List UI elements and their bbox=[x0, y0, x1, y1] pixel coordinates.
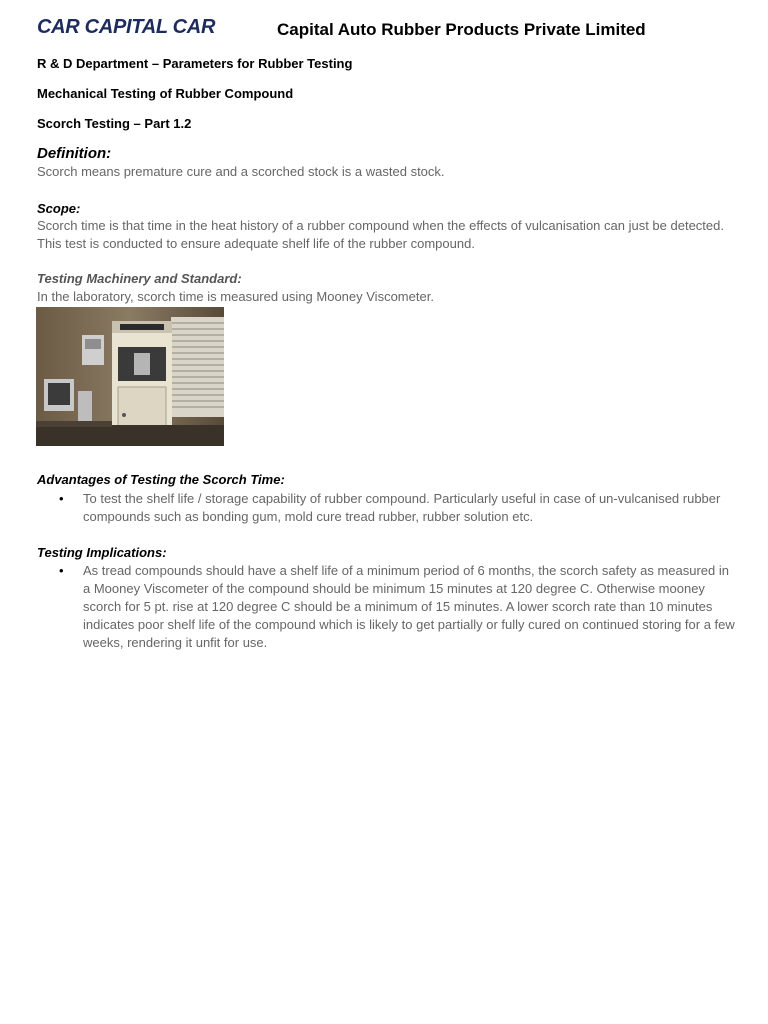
mooney-viscometer-photo bbox=[36, 307, 224, 446]
advantages-title: Advantages of Testing the Scorch Time: bbox=[37, 472, 285, 487]
company-name: Capital Auto Rubber Products Private Limited bbox=[277, 20, 646, 39]
bullet-icon: • bbox=[59, 491, 64, 506]
scope-text: Scorch time is that time in the heat history of a rubber compound when the effects of vulcanisation can just be detected. This test is conducted to ensure adequate shelf life of the rubber compound. bbox=[37, 218, 724, 251]
advantages-list bbox=[37, 490, 737, 526]
department-heading: R & D Department – Parameters for Rubber Testing bbox=[37, 56, 353, 71]
definition-title: Definition: bbox=[37, 145, 112, 162]
list-item: • To test the shelf life / storage capability of rubber compound. Particularly useful in case of un-vulcanised rubber compounds such as bonding gum, mold cure tread rubber, rubber solution etc. bbox=[59, 491, 721, 524]
machinery-text: In the laboratory, scorch time is measured using Mooney Viscometer. bbox=[37, 289, 434, 304]
list-item: • As tread compounds should have a shelf life of a minimum period of 6 months, the scorch safety as measured in a Mooney Viscometer of the compound should be minimum 15 minutes at 120 degree C. Otherwise mooney scorch for 5 pt. rise at 120 degree C should be a minimum of 15 minutes. A lower scorch rate than 10 minutes indicates poor shelf life of the compound which is likely to get partially or fully cured on continued storing for a few weeks, rendering it unfit for use. bbox=[59, 563, 735, 650]
implications-list bbox=[37, 562, 737, 652]
subject-heading: Mechanical Testing of Rubber Compound bbox=[37, 86, 294, 101]
company-logo: CAR CAPITAL CAR bbox=[37, 16, 216, 38]
implications-title: Testing Implications: bbox=[37, 545, 167, 560]
machinery-title: Testing Machinery and Standard: bbox=[37, 271, 242, 286]
scope-title: Scope: bbox=[37, 201, 81, 216]
definition-text: Scorch means premature cure and a scorched stock is a wasted stock. bbox=[37, 164, 445, 179]
bullet-icon: • bbox=[59, 563, 64, 578]
part-heading: Scorch Testing – Part 1.2 bbox=[37, 116, 192, 131]
